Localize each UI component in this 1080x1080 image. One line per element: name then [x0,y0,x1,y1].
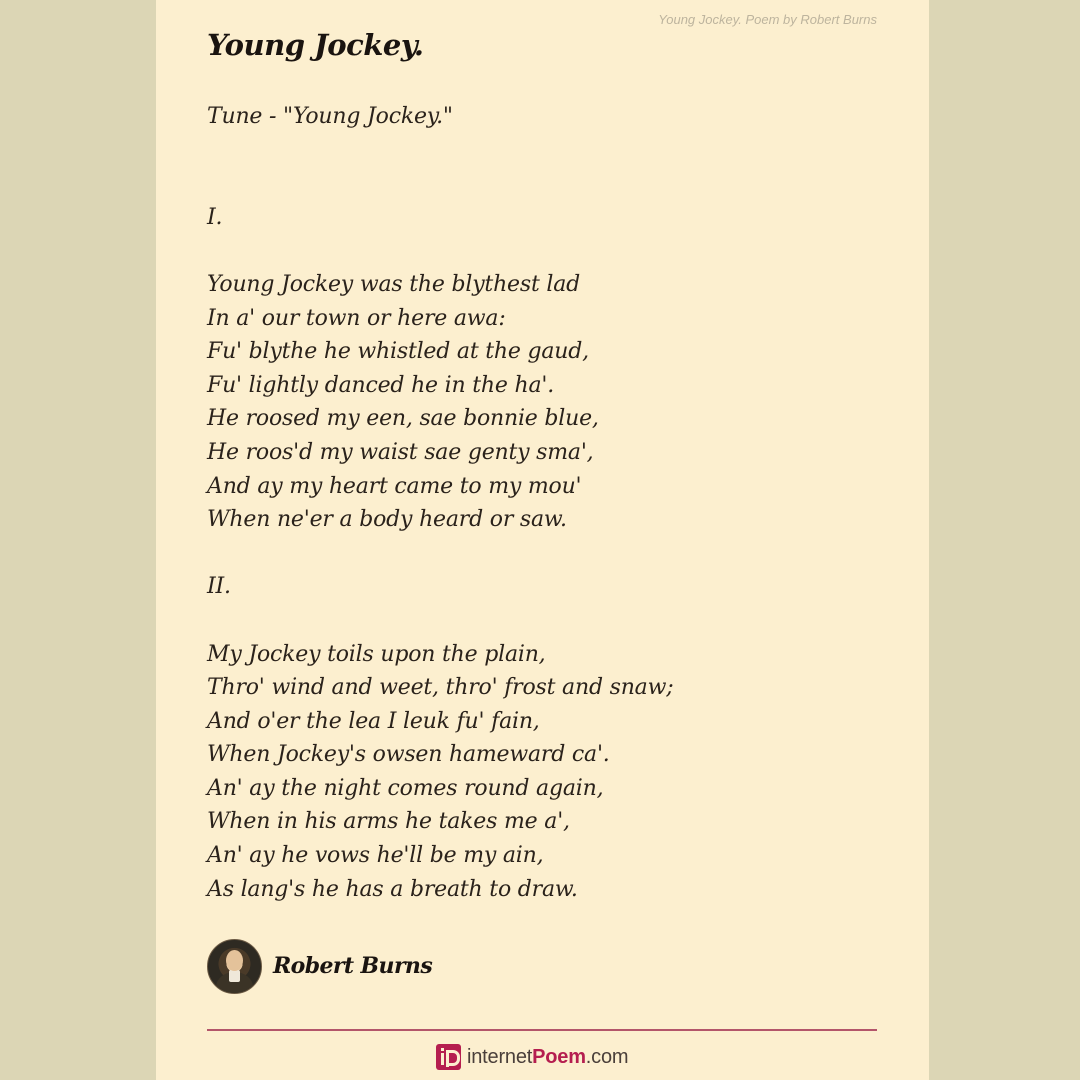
poem-line: As lang's he has a breath to draw. [207,876,578,902]
poem-line: And ay my heart came to my mou' [207,473,582,499]
poem-line: Fu' lightly danced he in the ha'. [207,372,555,398]
internetpoem-logo-icon [436,1044,461,1070]
brand-suffix: .com [585,1045,629,1068]
site-brand [467,1046,628,1069]
poem-line: Fu' blythe he whistled at the gaud, [207,339,589,365]
poem-line: Young Jockey was the blythest lad [207,271,581,297]
poem-title: Young Jockey. [207,28,424,62]
poem-line: When in his arms he takes me a', [207,809,570,835]
author-block[interactable] [207,938,432,994]
poem-line [207,604,887,638]
poem-line [207,537,887,571]
poem-line [207,134,887,168]
header-credit: Young Jockey. Poem by Robert Burns [658,12,877,27]
poem-line: When ne'er a body heard or saw. [207,507,567,533]
avatar-collar [229,970,240,982]
poem-line: An' ay the night comes round again, [207,775,604,801]
footer-divider [207,1029,877,1031]
poem-line: An' ay he vows he'll be my ain, [207,843,544,869]
poem-line: My Jockey toils upon the plain, [207,641,546,667]
brand-strong: Poem [532,1045,586,1068]
poem-body [207,100,887,906]
poem-line [207,234,887,268]
author-name[interactable]: Robert Burns [273,953,433,979]
stanza-number: II. [207,574,231,600]
site-logo[interactable] [436,1042,628,1072]
poem-subtitle: Tune - "Young Jockey." [207,104,453,129]
brand-prefix: internet [467,1045,533,1068]
poem-line [207,167,887,201]
poem-line: He roos'd my waist sae genty sma', [207,439,594,465]
poem-line: When Jockey's owsen hameward ca'. [207,742,610,768]
poem-card [156,0,929,1080]
poem-line: And o'er the lea I leuk fu' fain, [207,708,540,734]
poem-line: He roosed my een, sae bonnie blue, [207,406,599,432]
avatar-face [226,950,243,971]
poem-line: In a' our town or here awa: [207,305,506,331]
poem-line: Thro' wind and weet, thro' frost and snaw; [207,675,674,701]
stanza-number: I. [207,204,223,230]
author-avatar[interactable] [207,939,262,994]
